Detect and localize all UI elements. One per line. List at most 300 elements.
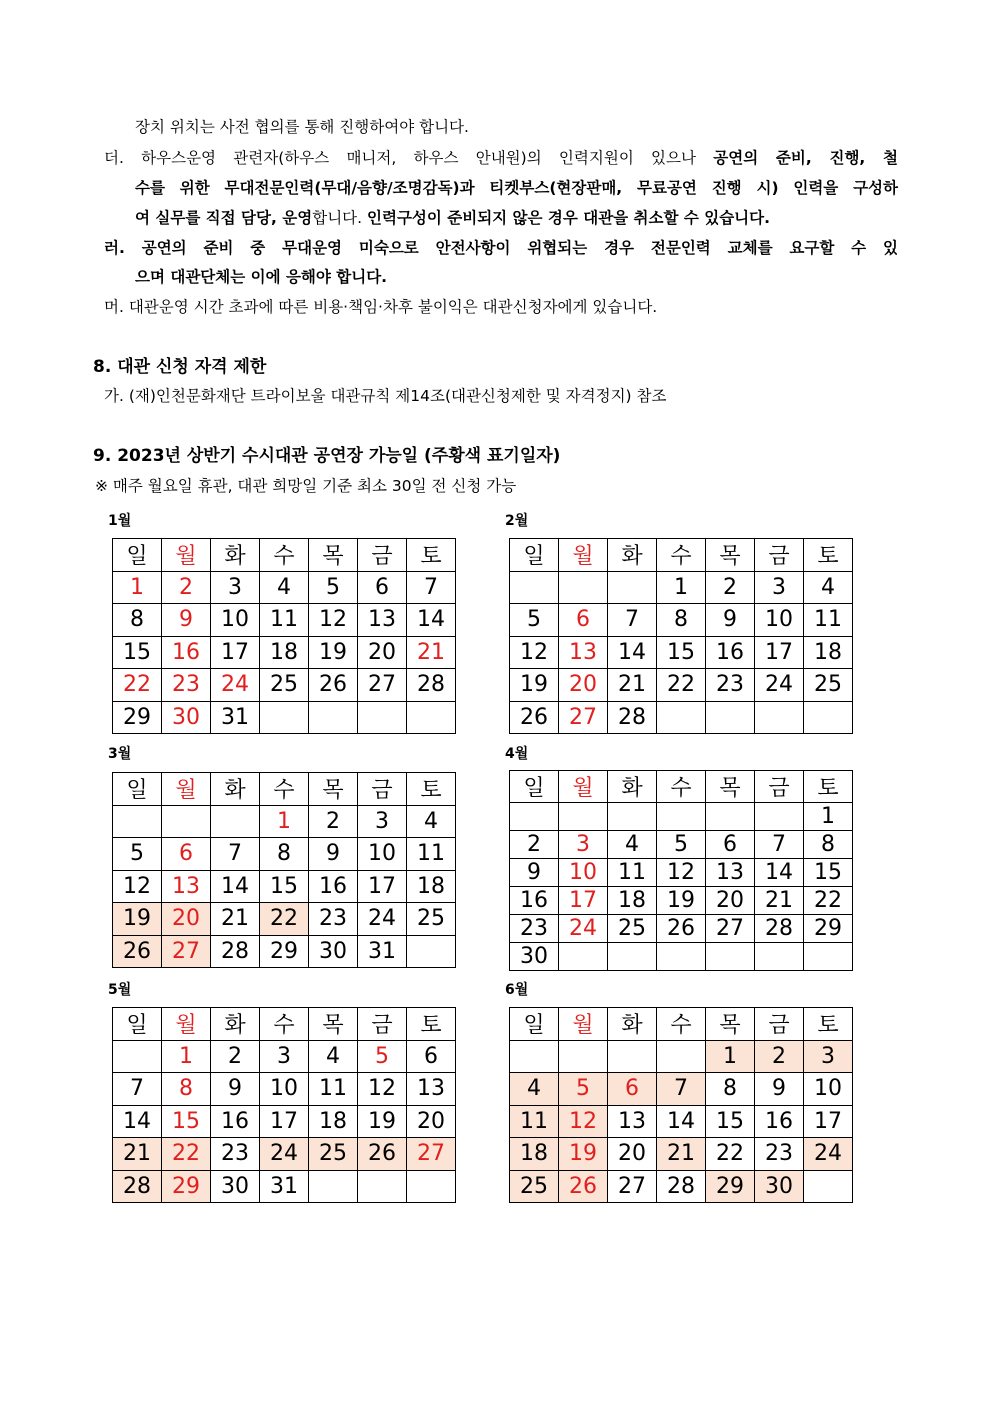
weekday-header-cell: 금	[755, 1008, 804, 1041]
calendar-day-cell: 18	[510, 1138, 559, 1171]
calendar-empty-cell	[608, 1040, 657, 1073]
calendar-day-cell: 4	[510, 1073, 559, 1106]
calendar-empty-cell	[358, 1170, 407, 1203]
calendar-day-cell: 19	[657, 887, 706, 915]
calendar-header-row	[510, 771, 853, 803]
calendar-week-row	[510, 636, 853, 669]
calendar-day-cell: 22	[657, 669, 706, 702]
calendar-day-cell: 1	[706, 1040, 755, 1073]
calendar-day-cell: 16	[309, 870, 358, 903]
calendar-empty-cell	[804, 943, 853, 971]
calendar-week-row	[510, 669, 853, 702]
calendar-month-label: 6월	[505, 982, 529, 998]
calendar-day-cell: 24	[755, 669, 804, 702]
calendar-day-cell: 19	[309, 636, 358, 669]
calendar-day-cell: 27	[608, 1170, 657, 1203]
weekday-header-cell: 수	[260, 1008, 309, 1041]
calendar-day-cell: 3	[358, 805, 407, 838]
weekday-header-cell: 목	[706, 771, 755, 803]
paragraph-line: 장치 위치는 사전 협의를 통해 진행하여야 합니다.	[135, 118, 469, 136]
calendar-week-row	[113, 903, 456, 936]
paragraph-line: 으며 대관단체는 이에 응해야 합니다.	[135, 268, 388, 286]
calendar-day-cell: 8	[706, 1073, 755, 1106]
calendar-day-cell: 11	[510, 1105, 559, 1138]
weekday-header-cell: 일	[113, 1008, 162, 1041]
calendar-day-cell: 4	[260, 571, 309, 604]
calendar-empty-cell	[608, 803, 657, 831]
calendar-day-cell: 14	[407, 604, 456, 637]
calendar-day-cell: 26	[113, 935, 162, 968]
calendar-day-cell: 27	[706, 915, 755, 943]
weekday-header-cell: 월	[559, 771, 608, 803]
calendar-day-cell: 1	[162, 1040, 211, 1073]
weekday-header-cell: 목	[309, 539, 358, 572]
calendar-day-cell: 29	[162, 1170, 211, 1203]
calendar-day-cell: 6	[162, 838, 211, 871]
calendar-day-cell: 10	[260, 1073, 309, 1106]
calendar-empty-cell	[260, 701, 309, 734]
weekday-header-cell: 목	[309, 1008, 358, 1041]
calendar-day-cell: 16	[510, 887, 559, 915]
calendar-day-cell: 2	[211, 1040, 260, 1073]
calendar-day-cell: 5	[113, 838, 162, 871]
calendar-day-cell: 29	[113, 701, 162, 734]
calendar-day-cell: 16	[706, 636, 755, 669]
calendar-day-cell: 9	[162, 604, 211, 637]
calendar-day-cell: 28	[657, 1170, 706, 1203]
calendar-day-cell: 18	[804, 636, 853, 669]
calendar-day-cell: 27	[358, 669, 407, 702]
paragraph-line: 머. 대관운영 시간 초과에 따른 비용·책임·차후 불이익은 대관신청자에게 있습니다.	[104, 298, 658, 316]
calendar-day-cell: 5	[510, 604, 559, 637]
calendar-day-cell: 25	[510, 1170, 559, 1203]
calendar-day-cell: 10	[358, 838, 407, 871]
calendar-day-cell: 25	[260, 669, 309, 702]
calendar-june	[509, 1007, 853, 1203]
calendar-day-cell: 6	[559, 604, 608, 637]
calendar-day-cell: 1	[260, 805, 309, 838]
weekday-header-cell: 월	[559, 1008, 608, 1041]
calendar-day-cell: 9	[706, 604, 755, 637]
calendar-empty-cell	[559, 571, 608, 604]
calendar-day-cell: 1	[657, 571, 706, 604]
weekday-header-cell: 토	[407, 1008, 456, 1041]
calendar-day-cell: 14	[657, 1105, 706, 1138]
calendar-day-cell: 17	[559, 887, 608, 915]
calendar-week-row	[113, 935, 456, 968]
calendar-week-row	[113, 571, 456, 604]
calendar-empty-cell	[706, 701, 755, 734]
calendar-day-cell: 5	[657, 831, 706, 859]
calendar-day-cell: 3	[211, 571, 260, 604]
calendar-week-row	[113, 1138, 456, 1171]
calendar-month-label: 3월	[108, 746, 132, 762]
weekday-header-cell: 화	[211, 773, 260, 806]
weekday-header-cell: 수	[260, 539, 309, 572]
calendar-day-cell: 26	[559, 1170, 608, 1203]
calendar-day-cell: 4	[804, 571, 853, 604]
weekday-header-cell: 토	[804, 539, 853, 572]
calendar-day-cell: 5	[358, 1040, 407, 1073]
calendar-month-label: 4월	[505, 746, 529, 762]
calendar-day-cell: 29	[260, 935, 309, 968]
calendar-day-cell: 23	[510, 915, 559, 943]
weekday-header-cell: 토	[804, 1008, 853, 1041]
calendar-day-cell: 27	[162, 935, 211, 968]
calendar-day-cell: 31	[358, 935, 407, 968]
calendar-empty-cell	[113, 1040, 162, 1073]
calendar-empty-cell	[804, 1170, 853, 1203]
calendar-day-cell: 11	[407, 838, 456, 871]
calendar-day-cell: 21	[657, 1138, 706, 1171]
calendar-day-cell: 25	[309, 1138, 358, 1171]
calendar-week-row	[510, 1105, 853, 1138]
calendar-day-cell: 18	[407, 870, 456, 903]
calendar-day-cell: 13	[358, 604, 407, 637]
weekday-header-cell: 일	[510, 539, 559, 572]
calendar-day-cell: 9	[309, 838, 358, 871]
calendar-week-row	[113, 805, 456, 838]
calendar-day-cell: 16	[211, 1105, 260, 1138]
paragraph-line	[104, 143, 898, 173]
calendar-day-cell: 11	[260, 604, 309, 637]
calendar-empty-cell	[559, 1040, 608, 1073]
calendar-day-cell: 19	[358, 1105, 407, 1138]
calendar-day-cell: 13	[706, 859, 755, 887]
calendar-day-cell: 31	[260, 1170, 309, 1203]
bold-text-run: 여 실무를 직접 담당, 운영	[135, 209, 313, 227]
calendar-empty-cell	[407, 935, 456, 968]
calendar-day-cell: 18	[260, 636, 309, 669]
calendar-day-cell: 23	[755, 1138, 804, 1171]
calendar-day-cell: 27	[559, 701, 608, 734]
calendar-empty-cell	[755, 943, 804, 971]
calendar-day-cell: 9	[510, 859, 559, 887]
calendar-day-cell: 15	[162, 1105, 211, 1138]
calendar-month-label: 2월	[505, 513, 529, 529]
paragraph-line	[135, 203, 770, 233]
calendar-day-cell: 30	[211, 1170, 260, 1203]
calendar-day-cell: 30	[510, 943, 559, 971]
calendar-day-cell: 28	[407, 669, 456, 702]
calendar-day-cell: 6	[608, 1073, 657, 1106]
calendar-day-cell: 25	[608, 915, 657, 943]
calendar-day-cell: 13	[407, 1073, 456, 1106]
calendar-day-cell: 26	[358, 1138, 407, 1171]
calendar-empty-cell	[755, 803, 804, 831]
calendar-day-cell: 15	[706, 1105, 755, 1138]
calendar-day-cell: 6	[407, 1040, 456, 1073]
calendar-day-cell: 28	[113, 1170, 162, 1203]
calendar-day-cell: 24	[559, 915, 608, 943]
calendar-day-cell: 13	[559, 636, 608, 669]
calendar-week-row	[113, 701, 456, 734]
calendar-week-row	[510, 943, 853, 971]
bold-text-run: 인력구성이 준비되지 않은 경우 대관을 취소할 수 있습니다.	[367, 209, 771, 227]
calendar-day-cell: 12	[657, 859, 706, 887]
weekday-header-cell: 토	[407, 539, 456, 572]
calendar-april	[509, 770, 853, 971]
weekday-header-cell: 월	[559, 539, 608, 572]
weekday-header-cell: 수	[657, 1008, 706, 1041]
calendar-day-cell: 8	[804, 831, 853, 859]
calendar-header-row	[113, 1008, 456, 1041]
calendar-week-row	[113, 1105, 456, 1138]
weekday-header-cell: 수	[657, 539, 706, 572]
calendar-day-cell: 17	[260, 1105, 309, 1138]
weekday-header-cell: 목	[706, 1008, 755, 1041]
calendar-empty-cell	[657, 943, 706, 971]
calendar-day-cell: 30	[309, 935, 358, 968]
calendar-day-cell: 20	[407, 1105, 456, 1138]
calendar-empty-cell	[657, 1040, 706, 1073]
calendar-day-cell: 17	[358, 870, 407, 903]
calendar-week-row	[510, 803, 853, 831]
calendar-day-cell: 20	[162, 903, 211, 936]
calendar-day-cell: 11	[804, 604, 853, 637]
weekday-header-cell: 토	[804, 771, 853, 803]
calendar-empty-cell	[211, 805, 260, 838]
text-run: 더. 하우스운영 관련자(하우스 매니저, 하우스 안내원)의 인력지원이 있으나	[104, 149, 714, 167]
calendar-day-cell: 2	[755, 1040, 804, 1073]
calendar-day-cell: 11	[608, 859, 657, 887]
calendar-empty-cell	[407, 1170, 456, 1203]
calendar-day-cell: 22	[804, 887, 853, 915]
calendar-day-cell: 14	[211, 870, 260, 903]
calendar-day-cell: 14	[608, 636, 657, 669]
calendar-day-cell: 16	[755, 1105, 804, 1138]
calendar-day-cell: 4	[407, 805, 456, 838]
calendar-day-cell: 8	[162, 1073, 211, 1106]
paragraph-line: 러. 공연의 준비 중 무대운영 미숙으로 안전사항이 위협되는 경우 전문인력 교체를 요구할 수 있	[104, 239, 898, 257]
calendar-day-cell: 3	[559, 831, 608, 859]
calendar-day-cell: 7	[211, 838, 260, 871]
weekday-header-cell: 일	[510, 1008, 559, 1041]
calendar-day-cell: 12	[309, 604, 358, 637]
weekday-header-cell: 금	[358, 773, 407, 806]
weekday-header-cell: 화	[211, 1008, 260, 1041]
weekday-header-cell: 일	[113, 539, 162, 572]
calendar-empty-cell	[510, 571, 559, 604]
calendar-day-cell: 28	[755, 915, 804, 943]
weekday-header-cell: 금	[358, 539, 407, 572]
calendar-month-label: 5월	[108, 982, 132, 998]
paragraph-line: 수를 위한 무대전문인력(무대/음향/조명감독)과 티켓부스(현장판매, 무료공연 진행 시) 인력을 구성하	[135, 179, 898, 197]
calendar-day-cell: 6	[706, 831, 755, 859]
calendar-day-cell: 1	[804, 803, 853, 831]
calendar-day-cell: 5	[559, 1073, 608, 1106]
weekday-header-cell: 월	[162, 539, 211, 572]
calendar-day-cell: 24	[211, 669, 260, 702]
calendar-february	[509, 538, 853, 734]
calendar-day-cell: 22	[706, 1138, 755, 1171]
calendar-day-cell: 26	[510, 701, 559, 734]
calendar-week-row	[510, 1138, 853, 1171]
calendar-week-row	[510, 1073, 853, 1106]
calendar-header-row	[113, 539, 456, 572]
calendar-day-cell: 10	[211, 604, 260, 637]
calendar-empty-cell	[309, 701, 358, 734]
weekday-header-cell: 금	[755, 539, 804, 572]
calendar-day-cell: 10	[559, 859, 608, 887]
calendar-week-row	[510, 1040, 853, 1073]
calendar-week-row	[113, 1073, 456, 1106]
calendar-day-cell: 4	[309, 1040, 358, 1073]
calendar-day-cell: 21	[407, 636, 456, 669]
calendar-week-row	[113, 838, 456, 871]
calendar-empty-cell	[706, 943, 755, 971]
calendar-day-cell: 14	[755, 859, 804, 887]
weekday-header-cell: 월	[162, 1008, 211, 1041]
calendar-day-cell: 29	[706, 1170, 755, 1203]
calendar-header-row	[510, 1008, 853, 1041]
calendar-day-cell: 20	[706, 887, 755, 915]
calendar-day-cell: 24	[358, 903, 407, 936]
calendar-day-cell: 31	[211, 701, 260, 734]
calendar-empty-cell	[657, 701, 706, 734]
calendar-day-cell: 7	[657, 1073, 706, 1106]
calendar-day-cell: 15	[657, 636, 706, 669]
calendar-day-cell: 2	[706, 571, 755, 604]
calendar-day-cell: 20	[358, 636, 407, 669]
calendar-day-cell: 15	[804, 859, 853, 887]
calendar-day-cell: 2	[162, 571, 211, 604]
calendar-month-label: 1월	[108, 513, 132, 529]
section-9-note: ※ 매주 월요일 휴관, 대관 희망일 기준 최소 30일 전 신청 가능	[95, 477, 517, 495]
calendar-day-cell: 28	[608, 701, 657, 734]
calendar-day-cell: 17	[211, 636, 260, 669]
calendar-day-cell: 17	[804, 1105, 853, 1138]
calendar-day-cell: 25	[407, 903, 456, 936]
calendar-day-cell: 22	[113, 669, 162, 702]
calendar-week-row	[510, 831, 853, 859]
calendar-day-cell: 12	[510, 636, 559, 669]
section-9-title: 9. 2023년 상반기 수시대관 공연장 가능일 (주황색 표기일자)	[93, 446, 561, 466]
calendar-day-cell: 20	[559, 669, 608, 702]
calendar-week-row	[510, 887, 853, 915]
calendar-day-cell: 12	[559, 1105, 608, 1138]
calendar-day-cell: 13	[162, 870, 211, 903]
calendar-empty-cell	[510, 803, 559, 831]
calendar-day-cell: 13	[608, 1105, 657, 1138]
weekday-header-cell: 수	[260, 773, 309, 806]
calendar-day-cell: 30	[755, 1170, 804, 1203]
calendar-day-cell: 9	[211, 1073, 260, 1106]
weekday-header-cell: 수	[657, 771, 706, 803]
calendar-week-row	[113, 1170, 456, 1203]
calendar-day-cell: 16	[162, 636, 211, 669]
calendar-day-cell: 19	[559, 1138, 608, 1171]
calendar-day-cell: 7	[407, 571, 456, 604]
weekday-header-cell: 목	[706, 539, 755, 572]
calendar-week-row	[113, 669, 456, 702]
calendar-week-row	[510, 604, 853, 637]
weekday-header-cell: 화	[608, 771, 657, 803]
weekday-header-cell: 화	[608, 1008, 657, 1041]
calendar-day-cell: 19	[510, 669, 559, 702]
calendar-day-cell: 3	[260, 1040, 309, 1073]
calendar-day-cell: 24	[804, 1138, 853, 1171]
calendar-empty-cell	[706, 803, 755, 831]
calendar-day-cell: 12	[358, 1073, 407, 1106]
weekday-header-cell: 일	[113, 773, 162, 806]
calendar-empty-cell	[113, 805, 162, 838]
calendar-week-row	[510, 915, 853, 943]
weekday-header-cell: 화	[211, 539, 260, 572]
calendar-day-cell: 8	[657, 604, 706, 637]
weekday-header-cell: 목	[309, 773, 358, 806]
calendar-day-cell: 3	[804, 1040, 853, 1073]
calendar-day-cell: 1	[113, 571, 162, 604]
calendar-day-cell: 9	[755, 1073, 804, 1106]
calendar-day-cell: 12	[113, 870, 162, 903]
calendar-week-row	[510, 859, 853, 887]
section-8-item: 가. (재)인천문화재단 트라이보울 대관규칙 제14조(대관신청제한 및 자격정지) 참조	[104, 387, 667, 405]
calendar-day-cell: 5	[309, 571, 358, 604]
calendar-day-cell: 21	[113, 1138, 162, 1171]
calendar-day-cell: 19	[113, 903, 162, 936]
calendar-header-row	[510, 539, 853, 572]
calendar-day-cell: 6	[358, 571, 407, 604]
calendar-empty-cell	[608, 571, 657, 604]
calendar-day-cell: 3	[755, 571, 804, 604]
calendar-day-cell: 29	[804, 915, 853, 943]
calendar-day-cell: 30	[162, 701, 211, 734]
calendar-day-cell: 21	[608, 669, 657, 702]
calendar-day-cell: 23	[309, 903, 358, 936]
section-8-title: 8. 대관 신청 자격 제한	[93, 357, 267, 377]
calendar-day-cell: 4	[608, 831, 657, 859]
calendar-empty-cell	[510, 1040, 559, 1073]
calendar-week-row	[113, 604, 456, 637]
calendar-week-row	[510, 701, 853, 734]
calendar-day-cell: 10	[755, 604, 804, 637]
calendar-day-cell: 28	[211, 935, 260, 968]
calendar-empty-cell	[755, 701, 804, 734]
calendar-day-cell: 10	[804, 1073, 853, 1106]
calendar-empty-cell	[407, 701, 456, 734]
calendar-day-cell: 22	[260, 903, 309, 936]
calendar-day-cell: 20	[608, 1138, 657, 1171]
calendar-day-cell: 27	[407, 1138, 456, 1171]
text-run: 합니다.	[312, 209, 367, 227]
calendar-january	[112, 538, 456, 734]
weekday-header-cell: 토	[407, 773, 456, 806]
calendar-week-row	[113, 636, 456, 669]
calendar-day-cell: 14	[113, 1105, 162, 1138]
calendar-day-cell: 23	[211, 1138, 260, 1171]
calendar-day-cell: 8	[113, 604, 162, 637]
calendar-empty-cell	[657, 803, 706, 831]
weekday-header-cell: 금	[755, 771, 804, 803]
calendar-day-cell: 21	[211, 903, 260, 936]
calendar-day-cell: 25	[804, 669, 853, 702]
calendar-empty-cell	[559, 803, 608, 831]
weekday-header-cell: 일	[510, 771, 559, 803]
calendar-day-cell: 17	[755, 636, 804, 669]
calendar-week-row	[510, 1170, 853, 1203]
calendar-day-cell: 7	[608, 604, 657, 637]
calendar-day-cell: 22	[162, 1138, 211, 1171]
calendar-header-row	[113, 773, 456, 806]
calendar-empty-cell	[804, 701, 853, 734]
calendar-day-cell: 15	[260, 870, 309, 903]
calendar-day-cell: 18	[608, 887, 657, 915]
calendar-day-cell: 2	[510, 831, 559, 859]
calendar-week-row	[510, 571, 853, 604]
weekday-header-cell: 화	[608, 539, 657, 572]
bold-text-run: 공연의 준비, 진행, 철	[713, 149, 899, 167]
